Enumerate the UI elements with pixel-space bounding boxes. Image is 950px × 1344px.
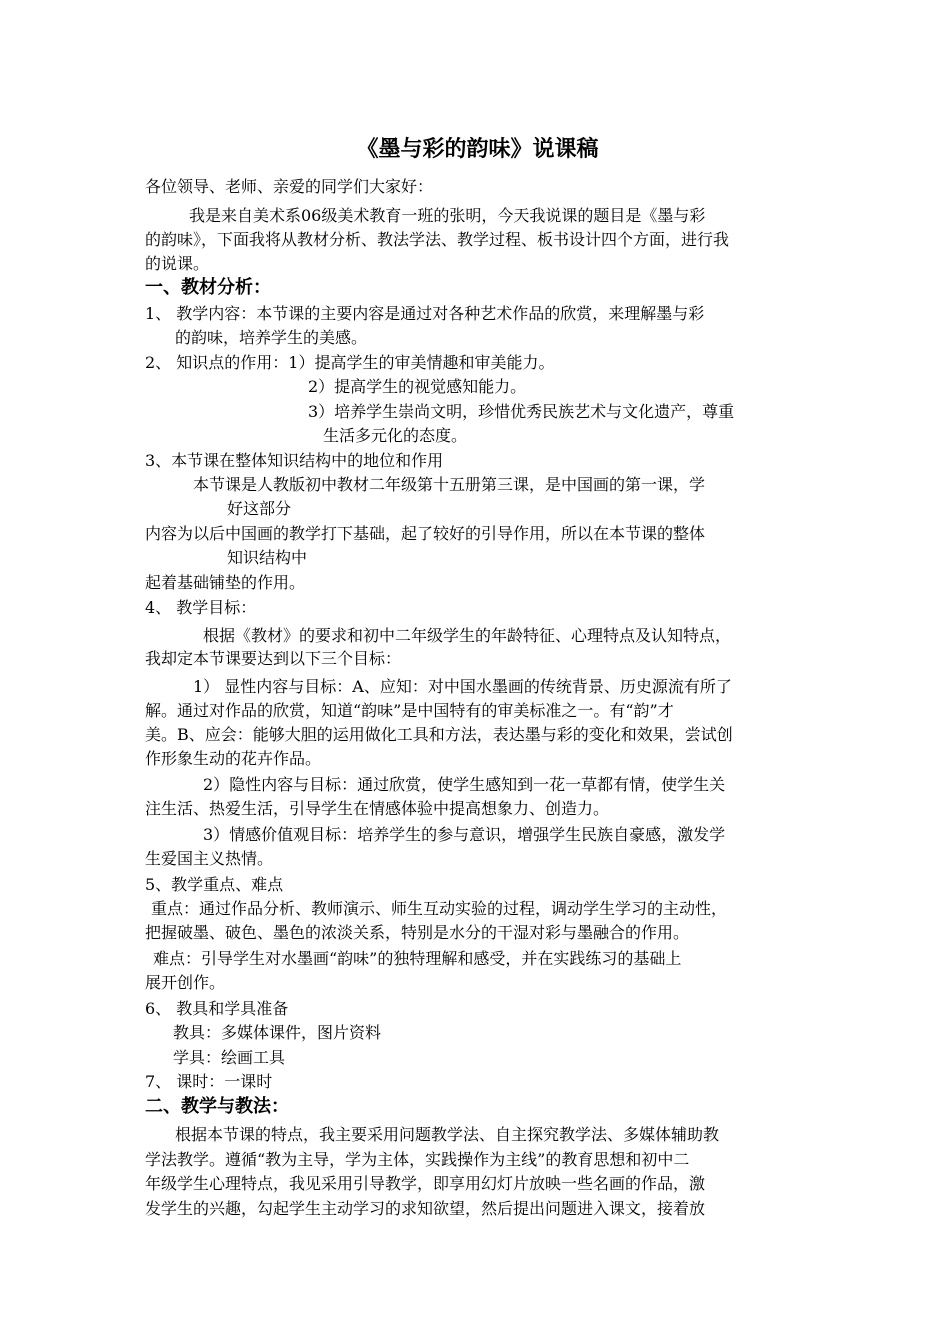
intro-line: 我是来自美术系06级美术教育一班的张明，今天我说课的题目是《墨与彩 [189,206,706,225]
item-line: 学具：绘画工具 [173,1048,286,1067]
item-line: 3）情感价值观目标：培养学生的参与意识，增强学生民族自豪感，激发学 [203,825,726,844]
section-heading: 一、教材分析： [145,277,271,298]
item-line: 作形象生动的花卉作品。 [145,749,322,768]
item-line: 解。通过对作品的欣赏，知道“韵味”是中国特有的审美标准之一。有“韵”才 [145,701,674,720]
item-line: 1、 教学内容：本节课的主要内容是通过对各种艺术作品的欣赏，来理解墨与彩 [145,304,705,323]
item-line: 展开创作。 [145,973,226,992]
body-line: 学法教学。遵循“教为主导，学为主体，实践操作为主线”的教育思想和初中二 [145,1150,690,1169]
item-line: 生活多元化的态度。 [323,426,468,445]
item-line: 难点：引导学生对水墨画“韵味”的独特理解和感受，并在实践练习的基础上 [153,949,682,968]
item-line: 4、 教学目标： [145,598,257,617]
item-line: 3）培养学生崇尚文明，珍惜优秀民族艺术与文化遗产，尊重 [308,402,735,421]
item-line: 美。B、应会：能够大胆的运用做化工具和方法，表达墨与彩的变化和效果，尝试创 [145,725,733,744]
item-line: 内容为以后中国画的教学打下基础，起了较好的引导作用，所以在本节课的整体 [145,524,706,543]
item-line: 起着基础铺垫的作用。 [145,573,306,592]
item-line: 我却定本节课要达到以下三个目标： [145,649,402,668]
item-line: 根据《教材》的要求和初中二年级学生的年龄特征、心理特点及认知特点， [203,626,732,645]
item-line: 2、 知识点的作用：1）提高学生的审美情趣和审美能力。 [145,353,555,372]
item-line: 6、 教具和学具准备 [145,999,289,1018]
item-line: 3、本节课在整体知识结构中的地位和作用 [145,451,444,470]
intro-line: 的说课。 [145,254,210,273]
item-line: 重点：通过作品分析、教师演示、师生互动实验的过程，调动学生学习的主动性， [151,899,728,918]
body-line: 发学生的兴趣，勾起学生主动学习的求知欲望，然后提出问题进入课文，接着放 [145,1199,706,1218]
item-line: 2）隐性内容与目标：通过欣赏，使学生感知到一花一草都有情，使学生关 [203,775,726,794]
body-line: 年级学生心理特点，我见采用引导教学，即享用幻灯片放映一些名画的作品，激 [145,1174,706,1193]
item-line: 7、 课时：一课时 [145,1072,273,1091]
item-line: 本节课是人教版初中教材二年级第十五册第三课，是中国画的第一课，学 [193,475,706,494]
item-line: 知识结构中 [227,548,308,567]
item-line: 教具：多媒体课件，图片资料 [173,1023,382,1042]
greeting: 各位领导、老师、亲爱的同学们大家好： [145,177,434,196]
item-line: 把握破墨、破色、墨色的浓淡关系，特别是水分的干湿对彩与墨融合的作用。 [145,923,690,942]
item-line: 的韵味，培养学生的美感。 [175,328,368,347]
body-line: 根据本节课的特点，我主要采用问题教学法、自主探究教学法、多媒体辅助教 [175,1125,720,1144]
document-title: 《墨与彩的韵味》说课稿 [356,137,599,162]
section-heading: 二、教学与教法： [145,1096,289,1117]
item-line: 注生活、热爱生活，引导学生在情感体验中提高想象力、创造力。 [145,799,610,818]
item-line: 生爱国主义热情。 [145,849,274,868]
item-line: 5、教学重点、难点 [145,875,284,894]
item-line: 好这部分 [227,499,292,518]
item-line: 1） 显性内容与目标：A、应知：对中国水墨画的传统背景、历史源流有所了 [193,677,732,696]
item-line: 2）提高学生的视觉感知能力。 [308,377,527,396]
intro-line: 的韵味》，下面我将从教材分析、教法学法、教学过程、板书设计四个方面，进行我 [145,230,730,249]
